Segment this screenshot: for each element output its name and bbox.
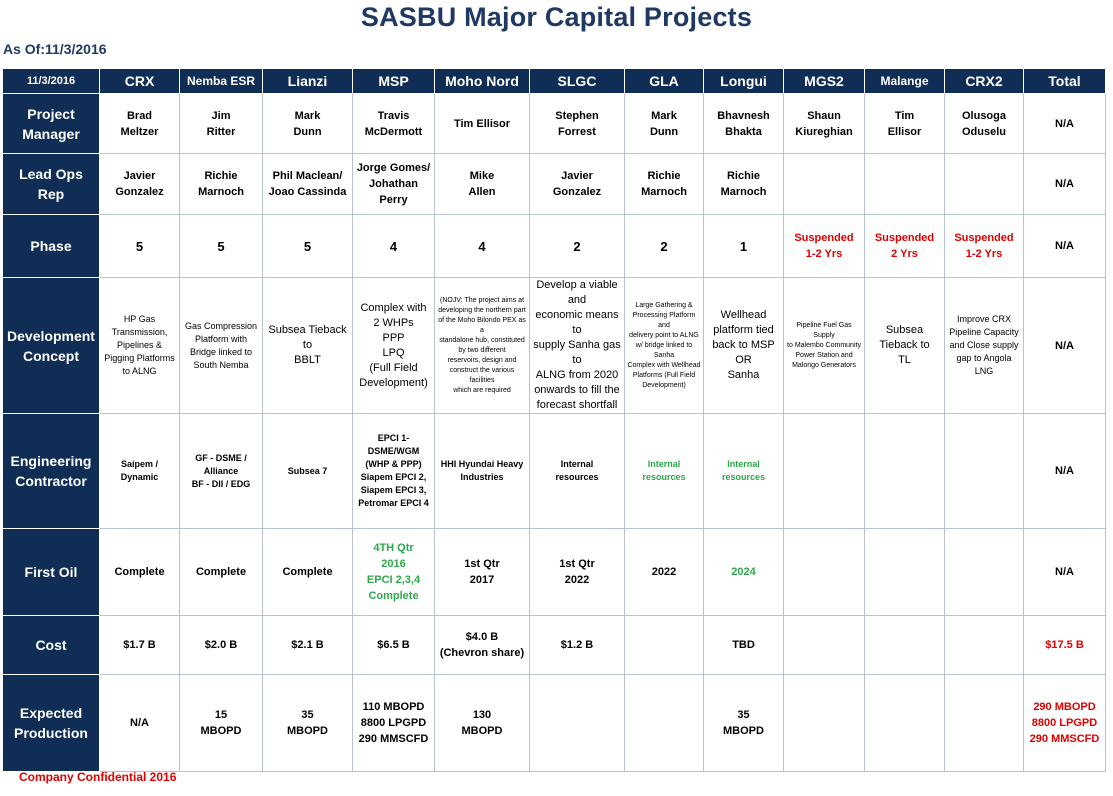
column-header-malange: Malange [865, 69, 945, 94]
row-cost [3, 616, 1106, 675]
cell-development-concept-crx [100, 278, 180, 414]
cell-text-line: Gonzalez [115, 186, 164, 198]
cell-expected-production-crx2 [945, 675, 1024, 772]
cell-text-line: construct the various facilities [449, 366, 515, 384]
cell-text-line: Alliance [203, 465, 239, 476]
row-label-expected-production: Expected Production [3, 675, 100, 772]
cell-text-line: Javier [561, 170, 593, 182]
cell-text-line: Dunn [293, 125, 322, 138]
cell-text-line: Sanha [727, 369, 760, 381]
cell-text-line: Gas Compression [184, 320, 258, 331]
cell-first-oil-crx [100, 529, 180, 616]
row-project-manager [3, 94, 1106, 154]
cell-expected-production-longui [704, 675, 784, 772]
cell-text-line: N/A [130, 717, 149, 729]
cell-text-line: 290 MMSCFD [358, 733, 429, 745]
cell-first-oil-nemba-esr [180, 529, 263, 616]
column-header-msp: MSP [353, 69, 435, 94]
cell-text-line: Jim [211, 109, 231, 122]
confidential-footer: Company Confidential 2016 [19, 770, 177, 784]
cell-engineering-contractor-crx [100, 414, 180, 529]
cell-text-line: Internal resources [642, 459, 686, 482]
cell-lead-ops-rep-gla [625, 154, 704, 215]
cell-text-line: Brad [126, 109, 153, 122]
cell-text-line: platform tied [713, 324, 774, 336]
cell-text-line: Mark [651, 109, 677, 122]
cell-text-line: $1.2 B [560, 639, 594, 651]
cell-text-line: Pigging Platforms [104, 353, 175, 363]
cell-text-line: Subsea 7 [287, 465, 328, 476]
cell-text-line: $2.1 B [291, 639, 324, 651]
cell-expected-production-malange [865, 675, 945, 772]
cell-text-line: Pipeline Capacity [949, 327, 1019, 337]
cell-text-line: 2017 [469, 574, 495, 586]
cell-first-oil-lianzi [263, 529, 353, 616]
cell-text-line: 290 MMSCFD [1029, 733, 1100, 745]
cell-first-oil-gla [625, 529, 704, 616]
cell-phase-lianzi [263, 215, 353, 278]
cell-text-line: $17.5 B [1045, 639, 1084, 651]
cell-development-concept-moho-nord [435, 278, 530, 414]
cell-project-manager-crx [100, 94, 180, 154]
cell-text-line: EPCI 2,3,4 [366, 574, 421, 586]
cell-text-line: onwards to fill the [534, 384, 620, 396]
cell-text-line: Ritter [206, 125, 236, 138]
column-header-mgs2: MGS2 [784, 69, 865, 94]
cell-text-line: Platform with [194, 333, 247, 344]
cell-cost-crx [100, 616, 180, 675]
cell-text-line: EPCI 1-DSME/WGM [367, 433, 420, 456]
cell-text-line: Richie Marnoch [641, 170, 687, 198]
cell-project-manager-mgs2 [784, 94, 865, 154]
cell-text-line: Platforms (Full Field [632, 371, 696, 379]
cell-text-line: N/A [1055, 117, 1074, 130]
cell-project-manager-lianzi [263, 94, 353, 154]
cell-lead-ops-rep-moho-nord [435, 154, 530, 215]
cell-text-line: Development) [359, 376, 428, 389]
cell-text-line: N/A [1055, 240, 1074, 252]
cell-text-line: ALNG from 2020 [535, 369, 619, 381]
cell-text-line: GF - DSME / [195, 452, 247, 463]
cell-expected-production-slgc [530, 675, 625, 772]
cell-text-line: Javier [123, 170, 156, 182]
cell-text-line: N/A [1055, 465, 1074, 477]
cell-project-manager-longui [704, 94, 784, 154]
cell-text-line: (Full Field [369, 361, 418, 374]
cell-engineering-contractor-moho-nord [435, 414, 530, 529]
row-label-development-concept: Development Concept [3, 278, 100, 414]
cell-first-oil-total [1024, 529, 1106, 616]
cell-text-line: w/ bridge linked to Sanha [635, 341, 693, 359]
cell-text-line: Suspended [874, 232, 935, 244]
cell-first-oil-moho-nord [435, 529, 530, 616]
cell-engineering-contractor-malange [865, 414, 945, 529]
row-lead-ops-rep [3, 154, 1106, 215]
cell-text-line: 8800 LPGPD [1031, 717, 1098, 729]
column-header-crx2: CRX2 [945, 69, 1024, 94]
cell-text-line: Subsea Tieback to [879, 324, 930, 351]
cell-text-line: (NOJV: The project aims at [439, 296, 525, 304]
cell-phase-crx [100, 215, 180, 278]
cell-text-line: Johathan Perry [369, 178, 418, 206]
column-header-total: Total [1024, 69, 1106, 94]
cell-text-line: which are required [453, 386, 511, 394]
column-header-slgc: SLGC [530, 69, 625, 94]
cell-text-line: 35 [737, 709, 750, 721]
cell-cost-crx2 [945, 616, 1024, 675]
cell-text-line: Bhakta [725, 125, 762, 138]
cell-engineering-contractor-longui [704, 414, 784, 529]
cell-text-line: Mike [469, 170, 495, 182]
cell-first-oil-slgc [530, 529, 625, 616]
cell-first-oil-mgs2 [784, 529, 865, 616]
cell-lead-ops-rep-malange [865, 154, 945, 215]
cell-text-line: 8800 LPGPD [360, 717, 427, 729]
cell-lead-ops-rep-total [1024, 154, 1106, 215]
cell-text-line: (Chevron share) [439, 647, 525, 659]
cell-text-line: Processing Platform and [632, 311, 696, 329]
cell-text-line: Transmission, [111, 327, 168, 337]
cell-text-line: Complete [282, 566, 333, 578]
cell-text-line: MBOPD [723, 725, 764, 737]
column-header-longui: Longui [704, 69, 784, 94]
cell-text-line: N/A [1055, 339, 1074, 352]
cell-text-line: Richie [726, 170, 760, 182]
cell-text-line: Tim [894, 109, 915, 122]
cell-first-oil-msp [353, 529, 435, 616]
cell-text-line: gap to Angola LNG [956, 353, 1012, 376]
row-label-engineering-contractor: Engineering Contractor [3, 414, 100, 529]
cell-text-line: McDermott [364, 125, 423, 138]
cell-text-line: 2 WHPs [373, 316, 414, 329]
row-label-phase: Phase [3, 215, 100, 278]
cell-text-line: by two different [458, 346, 506, 354]
cell-expected-production-nemba-esr [180, 675, 263, 772]
cell-text-line: Marnoch [720, 186, 767, 198]
cell-first-oil-malange [865, 529, 945, 616]
cell-text-line: Kiureghian [795, 125, 853, 138]
cell-engineering-contractor-lianzi [263, 414, 353, 529]
cell-cost-slgc [530, 616, 625, 675]
cell-text-line: Bridge linked to [189, 346, 253, 357]
cell-first-oil-crx2 [945, 529, 1024, 616]
cell-text-line: 5 [217, 238, 225, 254]
cell-phase-nemba-esr [180, 215, 263, 278]
cell-lead-ops-rep-msp [353, 154, 435, 215]
row-label-cost: Cost [3, 616, 100, 675]
row-label-first-oil: First Oil [3, 529, 100, 616]
cell-cost-longui [704, 616, 784, 675]
cell-text-line: Complete [368, 590, 419, 602]
cell-text-line: Forrest [558, 125, 596, 138]
cell-text-line: delivery point to ALNG [629, 331, 699, 339]
cell-text-line: $6.5 B [377, 639, 410, 651]
cell-text-line: 130 [472, 709, 492, 721]
cell-development-concept-total [1024, 278, 1106, 414]
cell-text-line: and Close supply [949, 340, 1019, 350]
cell-expected-production-msp [353, 675, 435, 772]
cell-text-line: Olusoga [961, 109, 1006, 122]
row-first-oil [3, 529, 1106, 616]
cell-cost-malange [865, 616, 945, 675]
cell-text-line: developing the northern part [438, 306, 526, 314]
cell-engineering-contractor-slgc [530, 414, 625, 529]
cell-text-line: 35 [301, 709, 314, 721]
cell-text-line: Stephen [555, 109, 599, 122]
cell-text-line: Dynamic [120, 472, 159, 482]
cell-expected-production-mgs2 [784, 675, 865, 772]
cell-phase-total [1024, 215, 1106, 278]
cell-text-line: Allen [468, 186, 496, 198]
cell-text-line: 2022 [564, 574, 590, 586]
cell-cost-nemba-esr [180, 616, 263, 675]
cell-text-line: PPP [382, 331, 405, 344]
cell-phase-slgc [530, 215, 625, 278]
cell-text-line: N/A [1055, 566, 1074, 578]
cell-phase-crx2 [945, 215, 1024, 278]
cell-text-line: BBLT [294, 354, 321, 366]
cell-text-line: Suspended [794, 232, 854, 244]
cell-engineering-contractor-gla [625, 414, 704, 529]
projects-table [2, 68, 1106, 772]
cell-text-line: 4 [478, 238, 486, 254]
cell-text-line: 5 [303, 238, 312, 254]
column-header-crx: CRX [100, 69, 180, 94]
cell-text-line: Phil Maclean/ [272, 170, 343, 182]
cell-text-line: 1st Qtr [464, 558, 500, 570]
cell-text-line: 1 [739, 238, 748, 254]
cell-phase-msp [353, 215, 435, 278]
cell-text-line: 4 [389, 238, 398, 254]
cell-text-line: Ellisor [887, 125, 922, 138]
cell-first-oil-longui [704, 529, 784, 616]
cell-text-line: Shaun [807, 109, 841, 122]
cell-cost-msp [353, 616, 435, 675]
cell-text-line: Meltzer [120, 125, 159, 138]
cell-text-line: Bhavnesh [717, 109, 770, 122]
cell-engineering-contractor-total [1024, 414, 1106, 529]
cell-lead-ops-rep-longui [704, 154, 784, 215]
cell-text-line: HHI Hyundai Heavy [440, 459, 524, 469]
cell-text-line: Subsea Tieback to [268, 324, 347, 351]
cell-expected-production-gla [625, 675, 704, 772]
row-label-project-manager: Project Manager [3, 94, 100, 154]
cell-text-line: Tim Ellisor [453, 117, 511, 130]
as-of-date: As Of:11/3/2016 [3, 41, 107, 57]
cell-text-line: $1.7 B [123, 639, 156, 651]
cell-text-line: $2.0 B [204, 639, 238, 651]
cell-text-line: 1-2 Yrs [965, 248, 1003, 260]
cell-text-line: Complete [195, 566, 247, 578]
cell-development-concept-msp [353, 278, 435, 414]
cell-project-manager-nemba-esr [180, 94, 263, 154]
cell-text-line: N/A [1055, 178, 1074, 190]
cell-text-line: Mark [294, 109, 321, 122]
cell-project-manager-gla [625, 94, 704, 154]
cell-engineering-contractor-nemba-esr [180, 414, 263, 529]
cell-text-line: Malongo Generators [792, 361, 856, 369]
cell-text-line: to ALNG [122, 366, 157, 376]
cell-cost-total [1024, 616, 1106, 675]
cell-text-line: MBOPD [461, 725, 503, 737]
cell-text-line: Dunn [649, 125, 679, 138]
cell-text-line: forecast shortfall [536, 399, 618, 411]
page-title: SASBU Major Capital Projects [360, 2, 753, 32]
cell-phase-mgs2 [784, 215, 865, 278]
cell-development-concept-gla [625, 278, 704, 414]
cell-text-line: Pipeline Fuel Gas Supply [796, 321, 852, 339]
cell-lead-ops-rep-lianzi [263, 154, 353, 215]
cell-text-line: Industries [460, 472, 504, 482]
cell-lead-ops-rep-crx2 [945, 154, 1024, 215]
cell-text-line: Gonzalez [552, 186, 602, 198]
cell-cost-gla [625, 616, 704, 675]
cell-text-line: Wellhead [720, 309, 767, 321]
cell-phase-moho-nord [435, 215, 530, 278]
cell-phase-longui [704, 215, 784, 278]
cell-text-line: 110 MBOPD [362, 701, 425, 713]
cell-text-line: back to MSP OR [712, 339, 775, 366]
cell-text-line: Develop a viable and [536, 279, 618, 306]
cell-text-line: 1-2 Yrs [805, 248, 843, 260]
cell-text-line: TL [898, 354, 911, 366]
column-header-gla: GLA [625, 69, 704, 94]
cell-expected-production-crx [100, 675, 180, 772]
cell-text-line: LPQ [382, 346, 405, 359]
cell-project-manager-malange [865, 94, 945, 154]
cell-text-line: standalone hub, constituted [439, 336, 525, 344]
cell-development-concept-lianzi [263, 278, 353, 414]
cell-text-line: Siapem EPCI 3, [360, 485, 427, 495]
cell-text-line: Pipelines & [116, 340, 163, 350]
cell-development-concept-malange [865, 278, 945, 414]
cell-text-line: 1st Qtr [559, 558, 595, 570]
cell-text-line: supply Sanha gas to [533, 339, 621, 366]
cell-project-manager-msp [353, 94, 435, 154]
cell-text-line: 2024 [731, 566, 756, 578]
cell-development-concept-crx2 [945, 278, 1024, 414]
cell-text-line: Jorge Gomes/ [356, 162, 431, 174]
cell-text-line: Suspended [954, 232, 1014, 244]
cell-text-line: BF - DII / EDG [191, 478, 251, 489]
cell-lead-ops-rep-crx [100, 154, 180, 215]
row-development-concept [3, 278, 1106, 414]
cell-project-manager-moho-nord [435, 94, 530, 154]
cell-project-manager-total [1024, 94, 1106, 154]
cell-phase-gla [625, 215, 704, 278]
cell-text-line: Richie [204, 170, 238, 182]
cell-text-line: MBOPD [200, 725, 242, 737]
column-header-nemba-esr: Nemba ESR [180, 69, 263, 94]
cell-text-line: to Malembo Community [787, 341, 861, 349]
cell-lead-ops-rep-mgs2 [784, 154, 865, 215]
cell-development-concept-nemba-esr [180, 278, 263, 414]
cell-text-line: South Nemba [193, 359, 249, 370]
cell-text-line: 2 [660, 238, 668, 254]
column-header-moho-nord: Moho Nord [435, 69, 530, 94]
cell-text-line: HP Gas [123, 314, 156, 324]
cell-text-line: TBD [732, 639, 755, 651]
cell-text-line: Development) [642, 381, 686, 389]
cell-text-line: Internal resources [721, 459, 766, 482]
cell-text-line: Complex with Wellhead [627, 361, 701, 369]
cell-text-line: resources [555, 472, 599, 482]
cell-text-line: 15 [214, 709, 228, 721]
cell-expected-production-moho-nord [435, 675, 530, 772]
cell-text-line: 2022 [651, 566, 677, 578]
cell-text-line: Travis [377, 109, 410, 122]
cell-development-concept-longui [704, 278, 784, 414]
cell-text-line: Siapem EPCI 2, [360, 472, 427, 482]
cell-project-manager-slgc [530, 94, 625, 154]
cell-expected-production-total [1024, 675, 1106, 772]
cell-lead-ops-rep-nemba-esr [180, 154, 263, 215]
cell-phase-malange [865, 215, 945, 278]
cell-text-line: 5 [135, 238, 144, 254]
column-header-lianzi: Lianzi [263, 69, 353, 94]
cell-text-line: reservoirs, design and [447, 356, 517, 364]
cell-text-line: 2 Yrs [891, 248, 918, 260]
cell-text-line: Complete [114, 566, 165, 578]
cell-engineering-contractor-mgs2 [784, 414, 865, 529]
cell-cost-mgs2 [784, 616, 865, 675]
cell-cost-moho-nord [435, 616, 530, 675]
cell-text-line: Petromar EPCI 4 [358, 498, 429, 508]
cell-text-line: (WHP & PPP) [365, 459, 422, 469]
cell-development-concept-mgs2 [784, 278, 865, 414]
cell-text-line: Joao Cassinda [268, 186, 347, 198]
row-engineering-contractor [3, 414, 1106, 529]
cell-text-line: 4TH Qtr [373, 542, 414, 554]
cell-text-line: MBOPD [287, 725, 328, 737]
cell-development-concept-slgc [530, 278, 625, 414]
cell-text-line: Complex with [360, 301, 427, 314]
cell-text-line: 2016 [381, 558, 406, 570]
cell-text-line: 290 MBOPD [1033, 701, 1096, 713]
cell-text-line: Oduselu [961, 125, 1006, 138]
cell-cost-lianzi [263, 616, 353, 675]
cell-expected-production-lianzi [263, 675, 353, 772]
cell-text-line: $4.0 B [465, 631, 499, 643]
cell-text-line: Large Gathering & [635, 301, 693, 309]
header-row [3, 69, 1106, 94]
cell-project-manager-crx2 [945, 94, 1024, 154]
cell-text-line: 2 [573, 238, 581, 254]
cell-text-line: Power Station and [795, 351, 853, 359]
cell-engineering-contractor-msp [353, 414, 435, 529]
cell-text-line: Improve CRX [956, 314, 1011, 324]
cell-text-line: economic means to [535, 309, 619, 336]
cell-text-line: of the Moho Bilondo PEX as a [438, 316, 526, 334]
cell-text-line: Saipem / [120, 459, 158, 469]
cell-engineering-contractor-crx2 [945, 414, 1024, 529]
cell-text-line: Marnoch [198, 186, 244, 198]
header-date: 11/3/2016 [3, 69, 100, 94]
cell-lead-ops-rep-slgc [530, 154, 625, 215]
row-expected-production [3, 675, 1106, 772]
cell-text-line: Internal [560, 459, 594, 469]
row-phase [3, 215, 1106, 278]
row-label-lead-ops-rep: Lead Ops Rep [3, 154, 100, 215]
